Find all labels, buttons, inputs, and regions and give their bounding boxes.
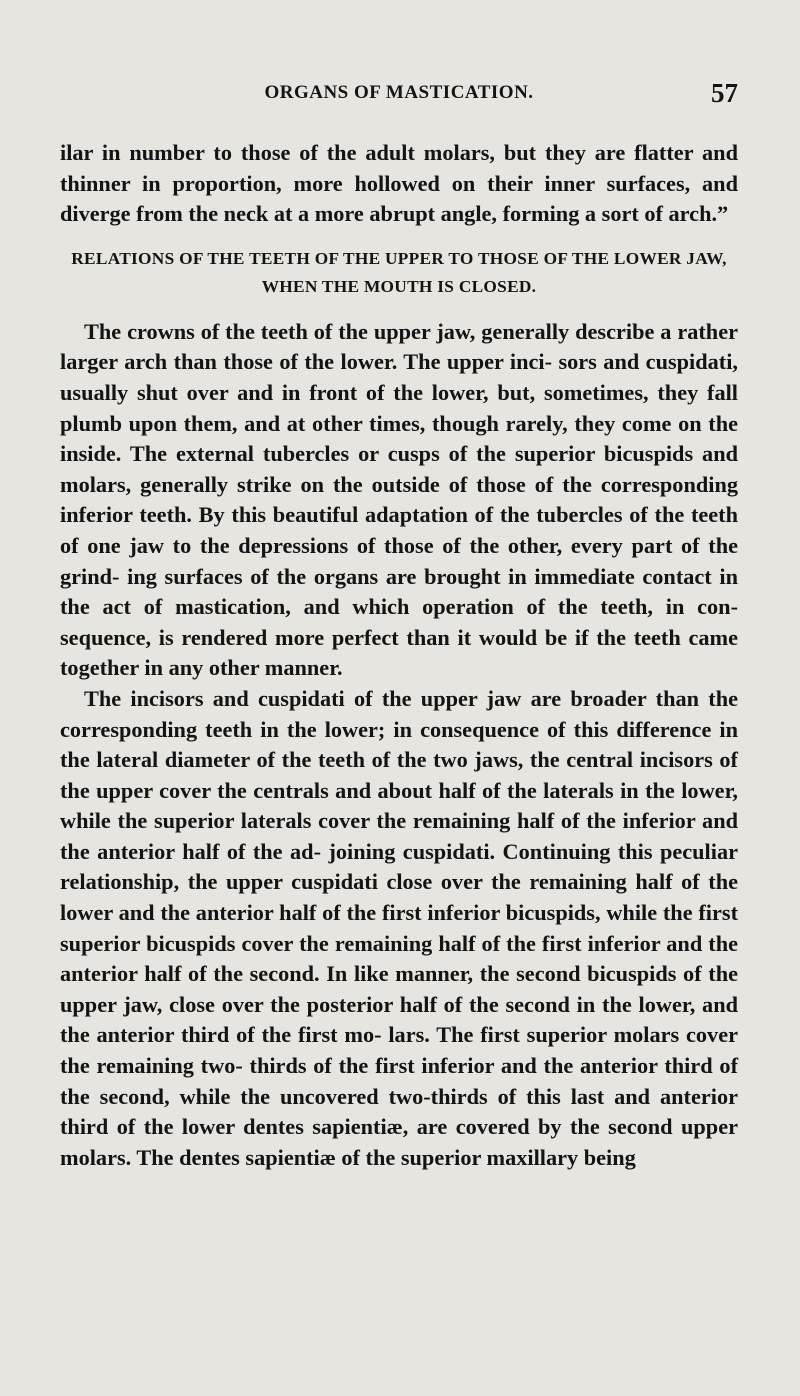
paragraph: The incisors and cuspidati of the upper jaw are broader than the corresponding teeth in the lower; in consequence of this difference in the lateral diameter of the teeth of the two jaws, the central incisors of the upper cover the centrals and about half of the laterals in the lower, while the superior laterals cover the remaining half of the inferior and the anterior half of the ad- joining cuspidati. Continuing this peculiar relationship, the upper cuspidati close over the remaining half of the lower and the anterior half of the first inferior bicuspids, while the first superior bicuspids cover the remaining half of the first inferior and the anterior half of the second. In like manner, the second bicuspids of the upper jaw, close over the posterior half of the second in the lower, and the anterior third of the first mo- lars. The first superior molars cover the remaining two- thirds of the first inferior and the anterior third of the second, while the uncovered two-thirds of this last and anterior third of the lower dentes sapientiæ, are covered by the second upper molars. The dentes sapientiæ of the superior maxillary being (60, 685, 738, 1170)
section-heading: RELATIONS OF THE TEETH OF THE UPPER TO THOSE OF THE LOWER JAW, WHEN THE MOUTH IS CLOSED. (71, 248, 727, 297)
running-head (60, 78, 738, 112)
paragraph: The crowns of the teeth of the upper jaw, generally describe a rather larger arch than those of the lower. The upper inci- sors and cuspidati, usually shut over and in front of the lower, but, sometimes, they fall plumb upon them, and at other times, though rarely, they come on the inside. The external tubercles or cusps of the superior bicuspids and molars, generally strike on the outside of those of the corresponding inferior teeth. By this beautiful adaptation of the tubercles of the teeth of one jaw to the depressions of those of the other, every part of the grind- ing surfaces of the organs are brought in immediate contact in the act of mastication, and which operation of the teeth, in con- sequence, is rendered more perfect than it would be if the teeth came together in any other manner. (60, 318, 738, 681)
running-title: ORGANS OF MASTICATION. (264, 82, 534, 103)
page-number: 57 (711, 78, 738, 108)
body-text (60, 138, 738, 1173)
continuation-paragraph: ilar in number to those of the adult molars, but they are flatter and thinner in proportion, more hollowed on their inner surfaces, and diverge from the neck at a more abrupt angle, forming a sort of arch.” (60, 140, 738, 227)
